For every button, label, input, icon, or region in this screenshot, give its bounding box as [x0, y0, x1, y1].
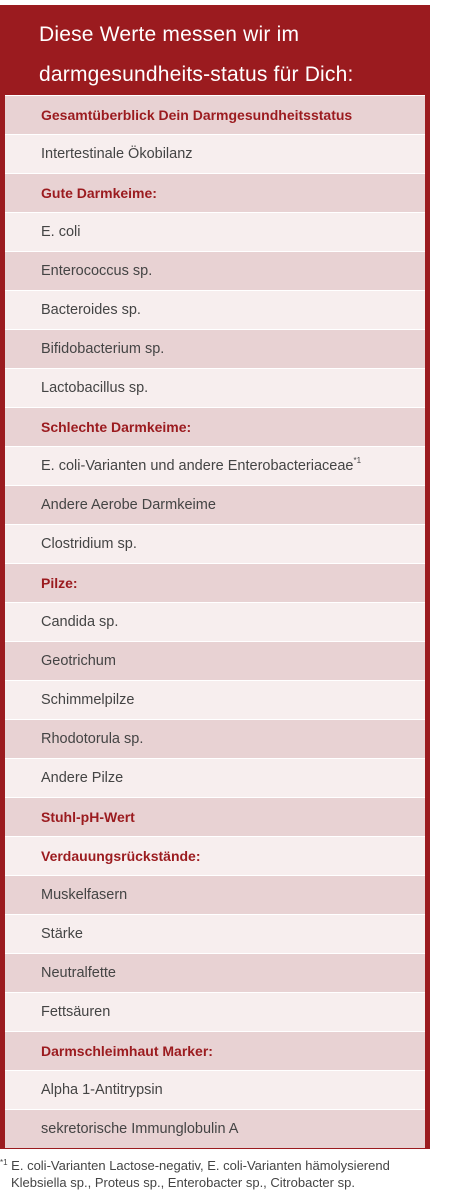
list-item-label: Intertestinale Ökobilanz [41, 146, 193, 162]
section-heading-label: Pilze: [41, 575, 78, 591]
list-item [5, 212, 425, 251]
list-item [5, 680, 425, 719]
panel-header [0, 5, 430, 94]
list-item [5, 641, 425, 680]
section-heading-label: Schlechte Darmkeime: [41, 419, 192, 435]
footnote-text-1: E. coli-Varianten Lactose-negativ, E. coli-Varianten hämolysierend [7, 1158, 390, 1173]
section-heading [5, 563, 425, 602]
list-item-label: Stärke [41, 926, 83, 942]
section-heading [5, 797, 425, 836]
list-item-label: Andere Pilze [41, 770, 124, 786]
list-item [5, 251, 425, 290]
list-item [5, 446, 425, 485]
measurement-panel [0, 5, 430, 1149]
footnote-marker: *1 [0, 1158, 8, 1167]
list-item-label: Lactobacillus sp. [41, 380, 149, 396]
list-item [5, 329, 425, 368]
footnote-line-1 [0, 1157, 390, 1174]
list-item [5, 719, 425, 758]
footnote [0, 1157, 390, 1191]
list-item [5, 290, 425, 329]
list-item-label: Rhodotorula sp. [41, 731, 144, 747]
list-item [5, 524, 425, 563]
section-heading-label: Verdauungsrückstände: [41, 848, 201, 864]
list-item-label: Clostridium sp. [41, 536, 137, 552]
measurement-list [5, 95, 425, 1148]
list-item [5, 134, 425, 173]
list-item [5, 1070, 425, 1109]
list-item [5, 875, 425, 914]
list-item-label: Neutralfette [41, 965, 116, 981]
header-title-line-2: darmgesundheits-status für Dich: [39, 63, 354, 86]
list-item-label: Candida sp. [41, 614, 119, 630]
section-heading [5, 1031, 425, 1070]
list-item-label: Fettsäuren [41, 1004, 111, 1020]
list-item [5, 758, 425, 797]
section-heading-label: Gesamtüberblick Dein Darmgesundheitsstatus [41, 107, 353, 123]
list-item [5, 368, 425, 407]
list-item-label: Bifidobacterium sp. [41, 341, 165, 357]
list-item-label: Geotrichum [41, 653, 116, 669]
footnote-line-2: Klebsiella sp., Proteus sp., Enterobacter sp., Citrobacter sp. [11, 1175, 355, 1190]
header-title-line-1: Diese Werte messen wir im [39, 23, 300, 46]
list-item-label: Muskelfasern [41, 887, 128, 903]
list-item-label: Bacteroides sp. [41, 302, 141, 318]
section-heading [5, 836, 425, 875]
section-heading [5, 173, 425, 212]
list-item [5, 953, 425, 992]
list-item-label: E. coli [41, 224, 81, 240]
list-item-label: sekretorische Immunglobulin A [41, 1121, 239, 1137]
list-item-label: Alpha 1-Antitrypsin [41, 1082, 163, 1098]
list-item [5, 914, 425, 953]
list-item [5, 485, 425, 524]
list-item-label: E. coli-Varianten und andere Enterobacteriaceae [41, 458, 354, 474]
list-item-label: Enterococcus sp. [41, 263, 153, 279]
footnote-reference: *1 [353, 456, 362, 465]
section-heading [5, 407, 425, 446]
section-heading [5, 95, 425, 134]
list-item [5, 1109, 425, 1148]
list-item-label: Schimmelpilze [41, 692, 135, 708]
list-item [5, 602, 425, 641]
section-heading-label: Stuhl-pH-Wert [41, 809, 135, 825]
list-item [5, 992, 425, 1031]
section-heading-label: Darmschleimhaut Marker: [41, 1043, 213, 1059]
section-heading-label: Gute Darmkeime: [41, 185, 157, 201]
list-item-label: Andere Aerobe Darmkeime [41, 497, 216, 513]
